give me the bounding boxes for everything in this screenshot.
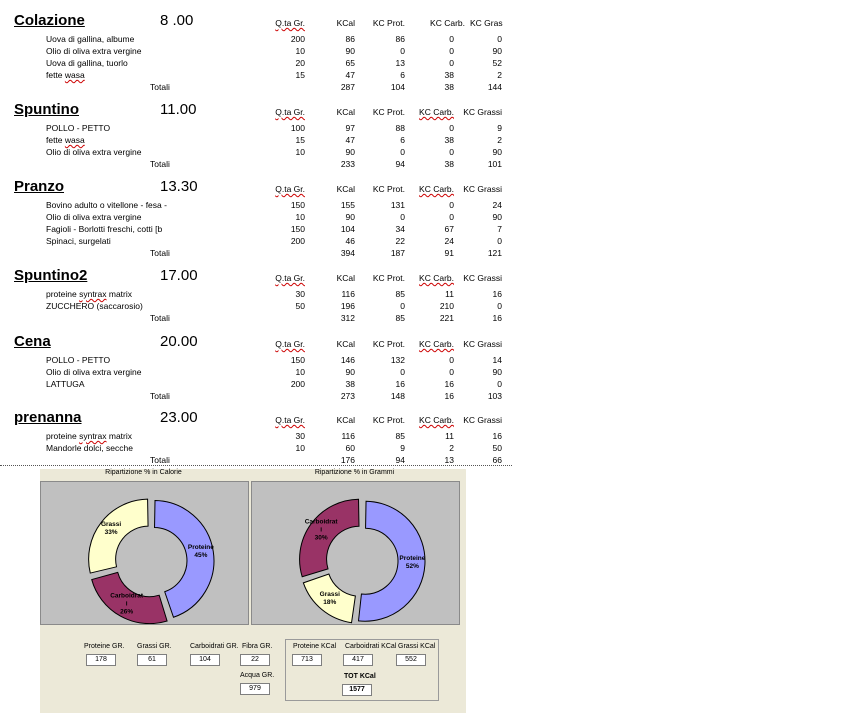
- cell-prot: 0: [400, 46, 405, 56]
- carboidrati-kcal-field[interactable]: 417: [343, 654, 373, 666]
- food-name: Uova di gallina, tuorlo: [46, 58, 128, 68]
- cell-qta: 10: [295, 46, 305, 56]
- meal-section: [0, 178, 520, 258]
- food-row: [0, 123, 520, 135]
- food-row: [0, 224, 520, 236]
- food-row: [0, 236, 520, 248]
- cell-prot: 86: [395, 34, 405, 44]
- cell-carb: 0: [449, 212, 454, 222]
- totals-label: Totali: [150, 82, 170, 92]
- header-kcal: KCal: [336, 273, 355, 283]
- header-kcal: KCal: [336, 184, 355, 194]
- header-prot: KC Prot.: [372, 184, 405, 194]
- slice-label: Grassi: [319, 590, 340, 598]
- total-carb: 38: [444, 159, 454, 169]
- slice-label: Carboidrat: [110, 592, 144, 600]
- slice-label: 52%: [405, 563, 419, 571]
- meal-time: 11.00: [160, 101, 197, 118]
- cell-carb: 2: [449, 443, 454, 453]
- header-carb: KC Carb.: [430, 18, 465, 28]
- food-name: Olio di oliva extra vergine: [46, 367, 142, 377]
- food-row: [0, 289, 520, 301]
- meal-time: 13.30: [160, 178, 198, 195]
- cell-grassi: 90: [492, 147, 502, 157]
- food-name: Mandorle dolci, secche: [46, 443, 133, 453]
- header-qta: Q.ta Gr.: [275, 273, 305, 283]
- cell-kcal: 116: [341, 431, 355, 441]
- food-row: [0, 431, 520, 443]
- carboidrati-kcal-label: Carboidrati KCal: [345, 643, 397, 650]
- totals-label: Totali: [150, 248, 170, 258]
- header-kcal: KCal: [336, 339, 355, 349]
- meal-section: [0, 101, 520, 181]
- total-prot: 104: [390, 82, 405, 92]
- meal-time: 8 .00: [160, 12, 194, 29]
- cell-kcal: 90: [345, 46, 355, 56]
- food-name: ZUCCHERO (saccarosio): [46, 301, 143, 311]
- total-kcal: 176: [340, 455, 355, 465]
- cell-kcal: 97: [345, 123, 355, 133]
- header-carb: KC Carb.: [419, 415, 454, 425]
- food-name: Olio di oliva extra vergine: [46, 147, 142, 157]
- cell-grassi: 50: [492, 443, 502, 453]
- total-prot: 85: [395, 313, 405, 323]
- totals-label: Totali: [150, 455, 170, 465]
- cell-qta: 150: [290, 355, 305, 365]
- totals-label: Totali: [150, 159, 170, 169]
- food-row: [0, 443, 520, 455]
- cell-grassi: 24: [492, 200, 502, 210]
- cell-kcal: 65: [345, 58, 355, 68]
- slice-label: Proteine: [187, 544, 214, 552]
- header-grassi: KC Grassi: [463, 273, 502, 283]
- cell-prot: 88: [395, 123, 405, 133]
- cell-kcal: 116: [341, 289, 355, 299]
- cell-qta: 200: [290, 236, 305, 246]
- food-name: POLLO - PETTO: [46, 123, 111, 133]
- total-carb: 91: [444, 248, 454, 258]
- calorie-chart-title: Ripartizione % in Calorie: [105, 469, 182, 476]
- total-carb: 13: [444, 455, 454, 465]
- food-row: [0, 379, 520, 391]
- total-carb: 16: [444, 391, 454, 401]
- cell-carb: 16: [444, 379, 454, 389]
- header-qta: Q.ta Gr.: [275, 18, 305, 28]
- cell-grassi: 2: [497, 70, 502, 80]
- header-kcal: KCal: [336, 107, 355, 117]
- total-kcal: 273: [340, 391, 355, 401]
- grassi-gr-field[interactable]: 61: [137, 654, 167, 666]
- cell-qta: 150: [290, 200, 305, 210]
- cell-prot: 85: [395, 431, 405, 441]
- cell-kcal: 90: [345, 212, 355, 222]
- meal-name: prenanna: [14, 409, 82, 426]
- cell-qta: 200: [290, 34, 305, 44]
- cell-grassi: 52: [492, 58, 502, 68]
- cell-kcal: 46: [345, 236, 355, 246]
- cell-grassi: 16: [492, 289, 502, 299]
- header-grassi: KC Grassi: [463, 107, 502, 117]
- food-name: Uova di gallina, albume: [46, 34, 135, 44]
- totals-row: [0, 313, 520, 325]
- totals-label: Totali: [150, 391, 170, 401]
- acqua-gr-label: Acqua GR.: [240, 672, 275, 679]
- cell-qta: 100: [290, 123, 305, 133]
- slice-label: Grassi: [100, 521, 122, 529]
- cell-grassi: 90: [492, 367, 502, 377]
- cell-qta: 10: [295, 147, 305, 157]
- food-name: Fagioli - Borlotti freschi, cotti [b: [46, 224, 163, 234]
- cell-carb: 38: [444, 70, 454, 80]
- cell-kcal: 155: [340, 200, 355, 210]
- cell-qta: 150: [290, 224, 305, 234]
- cell-grassi: 14: [492, 355, 502, 365]
- header-qta: Q.ta Gr.: [275, 339, 305, 349]
- totals-label: Totali: [150, 313, 170, 323]
- fibra-gr-field[interactable]: 22: [240, 654, 270, 666]
- cell-prot: 85: [395, 289, 405, 299]
- header-prot: KC Prot.: [372, 273, 405, 283]
- cell-prot: 0: [400, 147, 405, 157]
- proteine-kcal-field[interactable]: 713: [292, 654, 322, 666]
- slice-label: Carboidrat: [304, 518, 338, 526]
- food-name: Olio di oliva extra vergine: [46, 212, 142, 222]
- cell-kcal: 47: [345, 70, 355, 80]
- cell-qta: 15: [295, 70, 305, 80]
- cell-grassi: 90: [492, 212, 502, 222]
- cell-grassi: 0: [497, 301, 502, 311]
- cell-qta: 15: [295, 135, 305, 145]
- calorie-donut: [41, 482, 248, 624]
- cell-prot: 9: [400, 443, 405, 453]
- meal-time: 17.00: [160, 267, 198, 284]
- header-grassi: KC Grassi: [463, 415, 502, 425]
- food-name: Olio di oliva extra vergine: [46, 46, 142, 56]
- header-grassi: KC Gras: [470, 18, 503, 28]
- meal-name: Spuntino: [14, 101, 79, 118]
- food-row: [0, 70, 520, 82]
- cell-carb: 67: [444, 224, 454, 234]
- cell-qta: 50: [295, 301, 305, 311]
- header-grassi: KC Grassi: [463, 339, 502, 349]
- cell-qta: 10: [295, 367, 305, 377]
- slice-label: 26%: [120, 608, 134, 616]
- meal-name: Pranzo: [14, 178, 65, 195]
- food-name: LATTUGA: [46, 379, 85, 389]
- cell-grassi: 0: [497, 236, 502, 246]
- cell-carb: 38: [444, 135, 454, 145]
- header-carb: KC Carb.: [419, 107, 454, 117]
- food-row: [0, 200, 520, 212]
- cell-carb: 11: [445, 431, 454, 441]
- meal-name: Spuntino2: [14, 267, 88, 284]
- cell-kcal: 146: [340, 355, 355, 365]
- header-kcal: KCal: [336, 18, 355, 28]
- total-prot: 94: [395, 455, 405, 465]
- cell-grassi: 0: [497, 34, 502, 44]
- cell-carb: 0: [449, 58, 454, 68]
- food-row: [0, 367, 520, 379]
- cell-carb: 0: [449, 200, 454, 210]
- section-divider: [0, 465, 512, 466]
- grams-chart-title: Ripartizione % in Grammi: [314, 469, 395, 476]
- grams-chart: [251, 481, 460, 625]
- food-row: [0, 301, 520, 313]
- food-name: fette wasa: [46, 70, 85, 80]
- slice-label: 18%: [323, 598, 337, 606]
- cell-prot: 132: [390, 355, 405, 365]
- cell-grassi: 0: [497, 379, 502, 389]
- cell-prot: 6: [400, 70, 405, 80]
- grassi-kcal-field[interactable]: 552: [396, 654, 426, 666]
- totals-row: [0, 159, 520, 171]
- cell-grassi: 16: [492, 431, 502, 441]
- header-qta: Q.ta Gr.: [275, 415, 305, 425]
- cell-qta: 30: [295, 431, 305, 441]
- cell-prot: 16: [395, 379, 405, 389]
- proteine-gr-field[interactable]: 178: [86, 654, 116, 666]
- food-name: fette wasa: [46, 135, 85, 145]
- cell-kcal: 90: [345, 147, 355, 157]
- total-kcal: 233: [340, 159, 355, 169]
- cell-qta: 20: [295, 58, 305, 68]
- total-kcal: 312: [340, 313, 355, 323]
- meal-time: 20.00: [160, 333, 198, 350]
- total-kcal: 394: [340, 248, 355, 258]
- fibra-gr-label: Fibra GR.: [242, 643, 273, 650]
- cell-prot: 0: [400, 212, 405, 222]
- slice-label: i: [320, 526, 323, 534]
- cell-grassi: 2: [497, 135, 502, 145]
- proteine-kcal-label: Proteine KCal: [293, 643, 337, 650]
- slice-label: 30%: [314, 534, 328, 542]
- food-name: proteine syntrax matrix: [46, 431, 132, 441]
- slice-label: Proteine: [399, 555, 426, 563]
- cell-carb: 0: [449, 367, 454, 377]
- header-qta: Q.ta Gr.: [275, 184, 305, 194]
- food-name: proteine syntrax matrix: [46, 289, 132, 299]
- totals-row: [0, 391, 520, 403]
- total-grassi: 101: [487, 159, 502, 169]
- cell-qta: 30: [295, 289, 305, 299]
- cell-carb: 0: [449, 34, 454, 44]
- cell-grassi: 7: [497, 224, 502, 234]
- total-grassi: 103: [487, 391, 502, 401]
- total-prot: 148: [390, 391, 405, 401]
- meal-time: 23.00: [160, 409, 198, 426]
- meal-section: [0, 333, 520, 413]
- header-carb: KC Carb.: [419, 273, 454, 283]
- cell-carb: 0: [449, 147, 454, 157]
- total-grassi: 66: [492, 455, 502, 465]
- grassi-gr-label: Grassi GR.: [137, 643, 172, 650]
- cell-grassi: 90: [492, 46, 502, 56]
- cell-prot: 0: [400, 301, 405, 311]
- cell-carb: 210: [439, 301, 454, 311]
- header-kcal: KCal: [336, 415, 355, 425]
- food-row: [0, 46, 520, 58]
- tot-kcal-field[interactable]: 1577: [342, 684, 372, 696]
- header-prot: KC Prot.: [372, 18, 405, 28]
- food-name: POLLO - PETTO: [46, 355, 111, 365]
- total-grassi: 16: [492, 313, 502, 323]
- total-carb: 221: [439, 313, 454, 323]
- food-row: [0, 135, 520, 147]
- cell-prot: 131: [390, 200, 405, 210]
- cell-prot: 22: [395, 236, 405, 246]
- total-grassi: 121: [487, 248, 502, 258]
- cell-kcal: 47: [345, 135, 355, 145]
- food-name: Bovino adulto o vitellone - fesa -: [46, 200, 167, 210]
- meal-name: Cena: [14, 333, 51, 350]
- meal-section: [0, 12, 520, 92]
- cell-prot: 6: [400, 135, 405, 145]
- slice-label: 33%: [104, 529, 118, 537]
- donut-slice-grassi: [89, 499, 148, 573]
- header-prot: KC Prot.: [372, 339, 405, 349]
- food-row: [0, 147, 520, 159]
- acqua-gr-field[interactable]: 979: [240, 683, 270, 695]
- total-prot: 187: [390, 248, 405, 258]
- food-row: [0, 212, 520, 224]
- cell-kcal: 86: [345, 34, 355, 44]
- food-row: [0, 58, 520, 70]
- cell-prot: 0: [400, 367, 405, 377]
- total-grassi: 144: [487, 82, 502, 92]
- cell-carb: 0: [449, 123, 454, 133]
- donut-slice-carboidrati: [300, 499, 359, 577]
- header-prot: KC Prot.: [372, 107, 405, 117]
- header-grassi: KC Grassi: [463, 184, 502, 194]
- cell-qta: 10: [295, 212, 305, 222]
- cell-kcal: 90: [345, 367, 355, 377]
- meal-name: Colazione: [14, 12, 85, 29]
- cell-kcal: 60: [345, 443, 355, 453]
- total-carb: 38: [444, 82, 454, 92]
- cell-prot: 34: [395, 224, 405, 234]
- grams-donut: [252, 482, 459, 624]
- header-carb: KC Carb.: [419, 184, 454, 194]
- cell-kcal: 38: [345, 379, 355, 389]
- cell-carb: 11: [445, 289, 454, 299]
- food-row: [0, 34, 520, 46]
- header-prot: KC Prot.: [372, 415, 405, 425]
- header-qta: Q.ta Gr.: [275, 107, 305, 117]
- food-row: [0, 355, 520, 367]
- cell-carb: 0: [449, 46, 454, 56]
- summary-panel: [40, 469, 466, 713]
- carboidrati-gr-field[interactable]: 104: [190, 654, 220, 666]
- header-carb: KC Carb.: [419, 339, 454, 349]
- slice-label: i: [125, 600, 128, 608]
- total-kcal: 287: [340, 82, 355, 92]
- totals-row: [0, 82, 520, 94]
- cell-prot: 13: [395, 58, 405, 68]
- cell-carb: 0: [449, 355, 454, 365]
- grassi-kcal-label: Grassi KCal: [398, 643, 436, 650]
- cell-qta: 10: [295, 443, 305, 453]
- tot-kcal-label: TOT KCal: [344, 673, 376, 680]
- slice-label: 45%: [194, 552, 208, 560]
- cell-kcal: 196: [340, 301, 355, 311]
- totals-row: [0, 248, 520, 260]
- cell-grassi: 9: [497, 123, 502, 133]
- cell-kcal: 104: [340, 224, 355, 234]
- cell-qta: 200: [290, 379, 305, 389]
- cell-carb: 24: [444, 236, 454, 246]
- total-prot: 94: [395, 159, 405, 169]
- carboidrati-gr-label: Carboidrati GR.: [190, 643, 239, 650]
- food-name: Spinaci, surgelati: [46, 236, 111, 246]
- calorie-chart: [40, 481, 249, 625]
- proteine-gr-label: Proteine GR.: [84, 643, 125, 650]
